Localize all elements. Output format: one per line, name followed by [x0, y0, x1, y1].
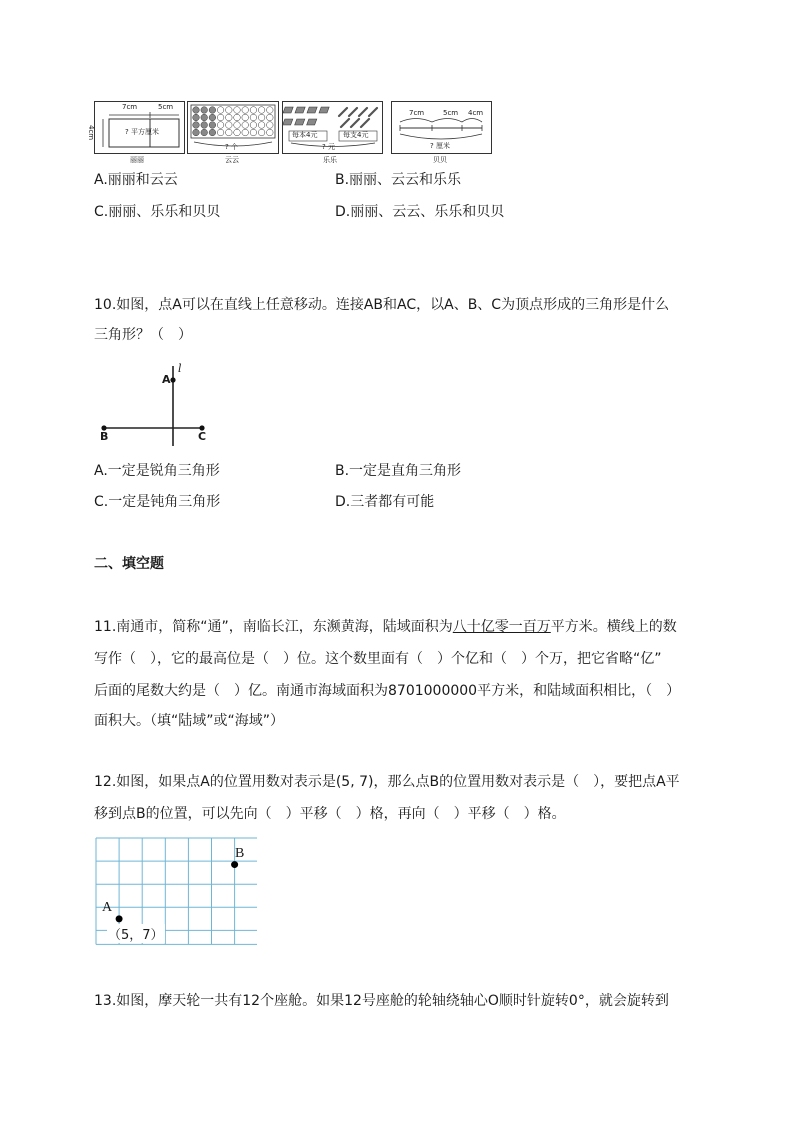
- yunyun-dot: [258, 129, 265, 136]
- beibei-bottom-label: ? 厘米: [430, 142, 450, 150]
- q12-stem-line1: 12.如图，如果点A的位置用数对表示是(5, 7)，那么点B的位置用数对表示是（ ），要把点A平: [94, 774, 680, 790]
- q9-option-d: D.丽丽、云云、乐乐和贝贝: [335, 204, 505, 220]
- q11-stem-line3: 后面的尾数大约是（ ）亿。南通市海域面积为8701000000平方米，和陆域面积相比，（ ）: [94, 683, 681, 699]
- lili-center-text: ? 平方厘米: [125, 128, 159, 136]
- yunyun-caption: 云云: [225, 156, 239, 164]
- point-a: [116, 915, 123, 922]
- yunyun-dot: [250, 114, 257, 121]
- yunyun-dot: [217, 107, 224, 114]
- yunyun-dot: [193, 107, 200, 114]
- q9-option-a: A.丽丽和云云: [94, 172, 178, 188]
- yunyun-dot: [242, 129, 249, 136]
- q10-label-c: C: [198, 430, 207, 443]
- lili-top-label-2: 5cm: [158, 103, 174, 111]
- q9-option-c: C.丽丽、乐乐和贝贝: [94, 204, 221, 220]
- q10-label-a: A: [162, 373, 171, 386]
- yunyun-dot: [193, 129, 200, 136]
- yunyun-dot: [201, 122, 208, 129]
- yunyun-dot: [250, 122, 257, 129]
- yunyun-dot: [234, 107, 241, 114]
- yunyun-dot: [217, 129, 224, 136]
- yunyun-dot: [234, 114, 241, 121]
- lili-side-label: 4cm: [87, 125, 95, 141]
- beibei-top-label-3: 4cm: [468, 109, 484, 117]
- lele-bottom-label: ? 元: [322, 143, 335, 151]
- yunyun-dot: [267, 122, 274, 129]
- yunyun-dot: [258, 114, 265, 121]
- yunyun-dot: [234, 129, 241, 136]
- yunyun-dot: [201, 129, 208, 136]
- q11-stem-line1: [94, 617, 677, 637]
- q11-stem-line4: 面积大。（填“陆域”或“海域”）: [94, 713, 285, 729]
- yunyun-dot: [226, 129, 233, 136]
- yunyun-dot: [193, 122, 200, 129]
- beibei-top-label-1: 7cm: [409, 109, 425, 117]
- yunyun-dot: [209, 107, 216, 114]
- yunyun-dot: [226, 114, 233, 121]
- q9-option-b: B.丽丽、云云和乐乐: [335, 172, 462, 188]
- yunyun-dot: [234, 122, 241, 129]
- q10-option-d: D.三者都有可能: [335, 494, 435, 510]
- beibei-caption: 贝贝: [433, 156, 447, 164]
- yunyun-dot: [250, 129, 257, 136]
- yunyun-dot: [258, 107, 265, 114]
- q13-stem-line1: 13.如图，摩天轮一共有12个座舱。如果12号座舱的轮轴绕轴心O顺时针旋转0°，就会旋转到: [94, 993, 669, 1009]
- lili-caption: 丽丽: [130, 156, 144, 164]
- yunyun-dot: [226, 122, 233, 129]
- point-b: [231, 861, 238, 868]
- q12-label-b: B: [235, 846, 245, 861]
- yunyun-dot: [217, 114, 224, 121]
- yunyun-dot: [209, 114, 216, 121]
- yunyun-dot: [201, 114, 208, 121]
- lili-top-label-1: 7cm: [122, 103, 138, 111]
- yunyun-dot: [201, 107, 208, 114]
- q11-line1-post: 平方米。横线上的数: [550, 619, 677, 635]
- section-title-fill-in: 二、填空题: [94, 556, 164, 572]
- q11-stem-line2: 写作（ ），它的最高位是（ ）位。这个数里面有（ ）个亿和（ ）个万，把它省略“亿”: [94, 651, 662, 667]
- q10-option-a: A.一定是锐角三角形: [94, 463, 220, 479]
- q12-stem-line2: 移到点B的位置，可以先向（ ）平移（ ）格，再向（ ）平移（ ）格。: [94, 806, 566, 822]
- yunyun-bottom-label: ? 个: [225, 143, 238, 151]
- q12-coord-label: （5，7）: [107, 924, 165, 943]
- q10-option-b: B.一定是直角三角形: [335, 463, 462, 479]
- yunyun-dot: [267, 114, 274, 121]
- yunyun-dot: [209, 129, 216, 136]
- yunyun-dot: [242, 122, 249, 129]
- yunyun-dot: [267, 129, 274, 136]
- yunyun-dot: [250, 107, 257, 114]
- yunyun-dot: [242, 114, 249, 121]
- q12-label-a: A: [102, 900, 113, 915]
- q10-label-b: B: [100, 430, 109, 443]
- yunyun-dot: [226, 107, 233, 114]
- q10-option-c: C.一定是钝角三角形: [94, 494, 221, 510]
- q10-label-l: l: [178, 362, 182, 375]
- yunyun-dot: [209, 122, 216, 129]
- yunyun-dot: [258, 122, 265, 129]
- lele-label-pens: 每支4元: [343, 131, 369, 139]
- yunyun-dot: [242, 107, 249, 114]
- yunyun-dot: [217, 122, 224, 129]
- lele-caption: 乐乐: [323, 156, 337, 164]
- yunyun-dot: [267, 107, 274, 114]
- q11-line1-underlined: 八十亿零一百万: [452, 619, 551, 635]
- q10-stem-line2: 三角形？（ ）: [94, 327, 192, 343]
- yunyun-dot: [193, 114, 200, 121]
- beibei-top-label-2: 5cm: [443, 109, 459, 117]
- lele-label-books: 每本4元: [292, 131, 318, 139]
- q11-line1-pre: 11.南通市，简称“通”，南临长江，东濒黄海，陆域面积为: [94, 619, 453, 635]
- q10-stem-line1: 10.如图，点A可以在直线上任意移动。连接AB和AC，以A、B、C为顶点形成的三角形是什么: [94, 297, 670, 313]
